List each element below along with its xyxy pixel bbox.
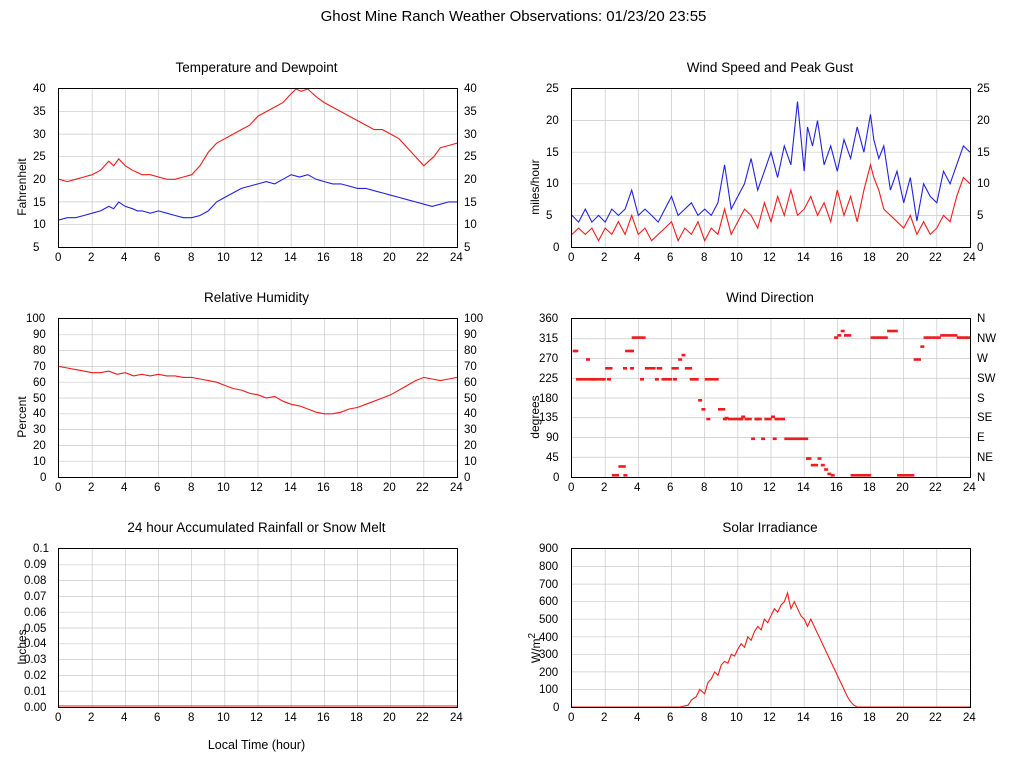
chart-title-temperature: Temperature and Dewpoint: [175, 60, 338, 75]
panel-relative-humidity: Relative Humidity Percent 0 10 20 30 40 50 60 70 80 90 100 0 10 20 30 40 50 60 70 80 90 100 0 2 4 6 8 10 12 14 16 18 20 22 24: [0, 290, 513, 510]
y-axis-label-temperature: Fahrenheit: [15, 158, 29, 216]
y-axis-label-wind-direction: degrees: [528, 395, 542, 439]
gridlines-solar: [572, 549, 970, 707]
panel-solar-irradiance: Solar Irradiance $W/m^2$ 0 100 200 300 400 500 600 700 800 900 0 2 4 6 8 10 12 14 16 18 20 22 24: [513, 520, 1027, 770]
page-title: Ghost Mine Ranch Weather Observations: 01/23/20 23:55: [320, 8, 707, 25]
plot-area-rainfall: [58, 548, 458, 708]
plot-svg-humidity: [59, 319, 457, 477]
plot-area-humidity: [58, 318, 458, 478]
chart-title-humidity: Relative Humidity: [203, 290, 310, 305]
plot-area-solar: [571, 548, 971, 708]
y-axis-label-rainfall: Inches: [15, 629, 29, 665]
panel-rainfall: 24 hour Accumulated Rainfall or Snow Melt Inches 0.00 0.01 0.02 0.03 0.04 0.05 0.06 0.07 0.08 0.09 0.1 0 2 4 6 8 10 12 14 16 18 20 22 24 Local Time (hour): [0, 520, 513, 770]
gridlines-temperature: [59, 89, 457, 247]
chart-title-wind-speed: Wind Speed and Peak Gust: [686, 60, 854, 75]
gridlines-wind-direction: [572, 319, 970, 477]
plot-area-wind-direction: [571, 318, 971, 478]
plot-svg-rainfall: [59, 549, 457, 707]
plot-area-temperature: [58, 88, 458, 248]
plot-svg-temperature: [59, 89, 457, 247]
y-axis-label-wind-speed: miles/hour: [528, 159, 542, 215]
x-axis-label-local-time: Local Time (hour): [207, 738, 306, 752]
plot-svg-wind-direction: [572, 319, 970, 477]
y-axis-label-solar: $W/m^2$: [527, 632, 543, 664]
chart-title-wind-direction: Wind Direction: [726, 290, 814, 305]
gridlines-rainfall: [59, 549, 457, 707]
panel-wind-speed: Wind Speed and Peak Gust miles/hour 0 5 10 15 20 25 0 5 10 15 20 25 0 2 4 6 8 10 12 14 16 18 20 22 24: [513, 60, 1027, 280]
plot-area-wind-speed: [571, 88, 971, 248]
panel-temperature-dewpoint: Temperature and Dewpoint Fahrenheit 5 10 15 20 25 30 35 40 5 10 15 20 25 30 35 40 0 2 4 6 8 10 12 14 16 18 20 22 24: [0, 60, 513, 280]
panel-wind-direction: Wind Direction degrees 0 45 90 135 180 225 270 315 360 N NE E SE S SW W NW N 0 2 4 6 8 10 12 14 16 18 20 22 24: [513, 290, 1027, 510]
gridlines-humidity: [59, 319, 457, 477]
plot-svg-solar: [572, 549, 970, 707]
chart-title-rainfall: 24 hour Accumulated Rainfall or Snow Melt: [127, 520, 386, 535]
y-axis-label-humidity: Percent: [15, 396, 29, 438]
chart-title-solar: Solar Irradiance: [722, 520, 818, 535]
plot-svg-wind-speed: [572, 89, 970, 247]
